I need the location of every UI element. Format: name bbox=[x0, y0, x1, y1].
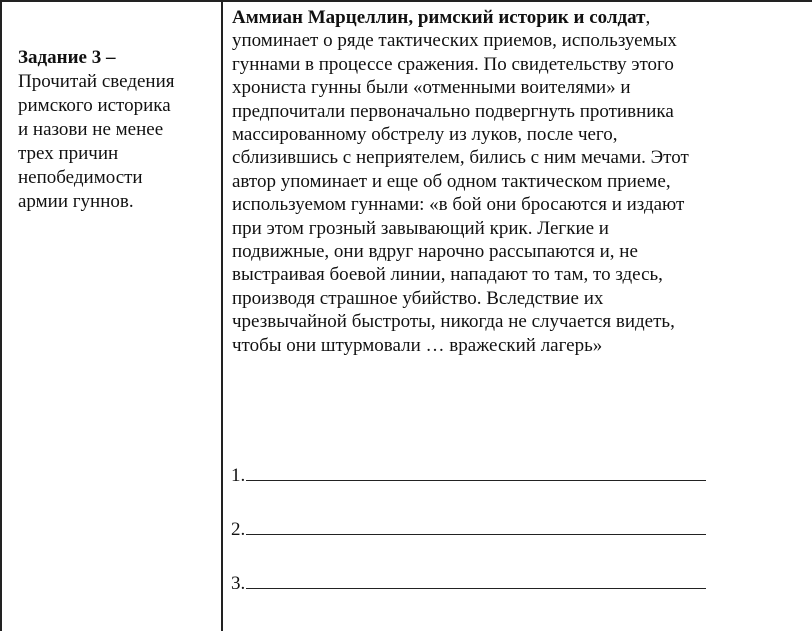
table-top-border bbox=[0, 0, 812, 2]
text-line: используемом гуннами: «в бой они бросаются и издают bbox=[232, 194, 685, 216]
text-line: чтобы они штурмовали … вражеский лагерь» bbox=[232, 334, 603, 356]
text-line: сблизившись с неприятелем, бились с ним мечами. Этот bbox=[232, 147, 689, 169]
task-title: Задание 3 – bbox=[18, 47, 116, 68]
task-cell bbox=[18, 46, 218, 214]
author-heading-punct: , bbox=[645, 7, 651, 28]
text-line: чрезвычайной быстроты, никогда не случается видеть, bbox=[232, 311, 675, 333]
source-text-lead bbox=[232, 6, 804, 29]
table-column-divider bbox=[221, 0, 223, 631]
answer-line-1[interactable] bbox=[231, 462, 706, 487]
answer-blank[interactable] bbox=[246, 462, 706, 481]
answer-blank[interactable] bbox=[246, 516, 706, 535]
table-left-border bbox=[0, 0, 2, 631]
text-line: выстраивая боевой линии, нападают то там, то здесь, bbox=[232, 264, 663, 286]
text-line: предпочитали первоначально подвергнуть противника bbox=[232, 100, 674, 122]
answer-number: 2. bbox=[231, 519, 246, 540]
text-line: автор упоминает и еще об одном тактическом приеме, bbox=[232, 170, 671, 192]
text-line: при этом грозный завывающий крик. Легкие и bbox=[232, 217, 609, 239]
text-line: массированному обстрелу из луков, после чего, bbox=[232, 124, 618, 146]
task-instructions: Прочитай сведения римского историка и назови не менее трех причин непобедимости армии гуннов. bbox=[18, 71, 175, 212]
answer-blank[interactable] bbox=[246, 570, 706, 589]
text-line: хрониста гунны были «отменными воителями» и bbox=[232, 77, 631, 99]
answer-line-3[interactable] bbox=[231, 570, 706, 595]
answer-line-2[interactable] bbox=[231, 516, 706, 541]
text-line: производя страшное убийство. Вследствие их bbox=[232, 287, 604, 309]
author-heading: Аммиан Марцеллин, римский историк и солдат bbox=[232, 7, 646, 28]
text-line: гуннами в процессе сражения. По свидетельству этого bbox=[232, 53, 674, 75]
answer-number: 3. bbox=[231, 573, 246, 594]
answer-number: 1. bbox=[231, 465, 246, 486]
text-line: подвижные, они вдруг нарочно рассыпаются и, не bbox=[232, 241, 638, 263]
text-line: упоминает о ряде тактических приемов, используемых bbox=[232, 30, 677, 52]
source-text bbox=[232, 6, 804, 357]
